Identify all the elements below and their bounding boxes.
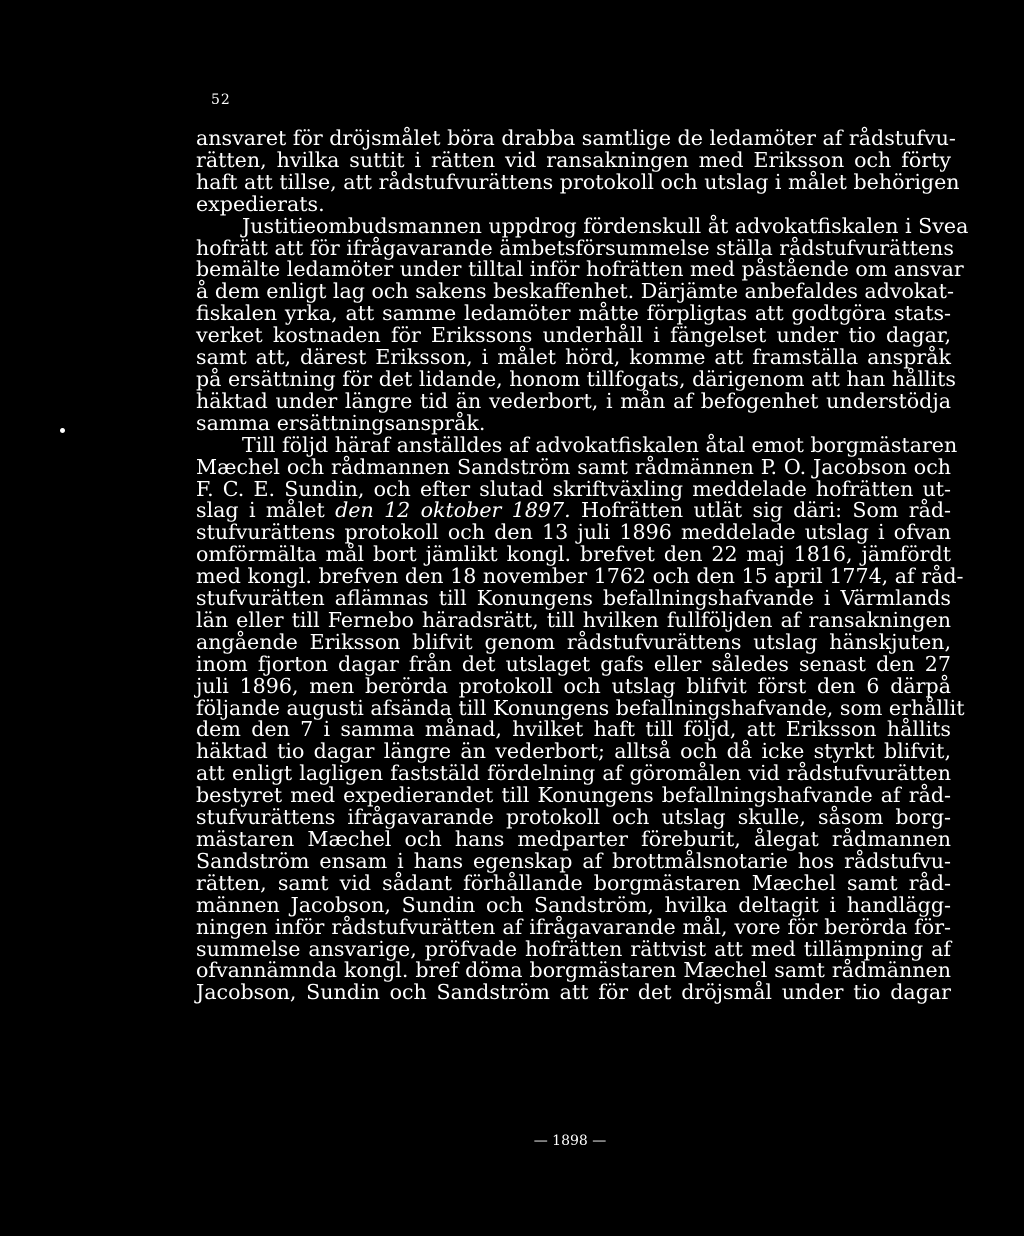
text-line: å dem enligt lag och sakens beskaffenhet. Därjämte anbefaldes advokat- [196,279,954,304]
text-line: ofvannämnda kongl. bref döma borgmästaren Mæchel samt rådmännen [196,958,951,983]
text-line: stufvurättens ifrågavarande protokoll och utslag skulle, såsom borg- [196,805,951,830]
text-line: på ersättning för det lidande, honom tillfogats, därigenom att han hållits [196,366,956,391]
text-line: mästaren Mæchel och hans medparter föreburit, ålegat rådmannen [196,827,951,851]
page-number: 52 [211,92,231,108]
text-line: att enligt lagligen faststäld fördelning af göromålen vid rådstufvurätten [196,761,951,786]
text-line: inom fjorton dagar från det utslaget gafs eller således senast den 27 [196,651,951,676]
text-line: männen Jacobson, Sundin och Sandström, hvilka deltagit i handlägg- [196,892,951,917]
text-segment: slag i målet [196,498,336,523]
text-line: bemälte ledamöter under tilltal inför hofrätten med påstående om ansvar [196,257,964,282]
text-segment: Hofrätten utlät sig däri: Som råd- [570,498,951,523]
text-line: fiskalen yrka, att samme ledamöter måtte förpligtas att godtgöra stats- [196,301,951,326]
text-line: ansvaret för dröjsmålet böra drabba samtlige de ledamöter af rådstufvu- [196,126,956,150]
text-line: samt att, därest Eriksson, i målet hörd, komme att framställa anspråk [196,345,951,370]
text-line: rätten, hvilka suttit i rätten vid ransakningen med Eriksson och förty [196,147,951,172]
text-line: F. C. E. Sundin, och efter slutad skriftväxling meddelade hofrätten ut- [196,476,951,501]
text-line: verket kostnaden för Erikssons underhåll i fängelset under tio dagar, [196,323,951,348]
text-line: haft att tillse, att rådstufvurättens protokoll och utslag i målet behörigen [196,169,960,194]
text-line: Justitieombudsmannen uppdrog fördenskull åt advokatfiskalen i Svea [242,213,969,238]
text-line: med kongl. brefven den 18 november 1762 och den 15 april 1774, af råd- [196,564,964,589]
text-line: Till följd häraf anställdes af advokatfiskalen åtal emot borgmästaren [242,432,958,457]
text-line: följande augusti afsända till Konungens befallningshafvande, som erhållit [196,695,965,720]
text-line-with-date [196,500,951,522]
text-line: juli 1896, men berörda protokoll och utslag blifvit först den 6 därpå [196,673,951,698]
text-line: angående Eriksson blifvit genom rådstufvurättens utslag hänskjuten, [196,629,951,654]
text-line: bestyret med expedierandet till Konungens befallningshafvande af råd- [196,783,951,808]
text-line: häktad under längre tid än vederbort, i mån af befogenhet understödja [196,388,951,413]
text-line: summelse ansvarige, pröfvade hofrätten rättvist att med tillämpning af [196,936,951,961]
text-line: samma ersättningsanspråk. [196,410,486,435]
text-line: dem den 7 i samma månad, hvilket haft till följd, att Eriksson hållits [196,717,951,742]
text-line: rätten, samt vid sådant förhållande borgmästaren Mæchel samt råd- [196,870,951,895]
text-line: stufvurätten aflämnas till Konungens befallningshafvande i Värmlands [196,586,951,611]
italic-date: den 12 oktober 1897. [335,498,571,523]
text-line: Jacobson, Sundin och Sandström att för det dröjsmål under tio dagar [196,980,951,1005]
text-line: expedierats. [196,191,325,216]
text-line: Sandström ensam i hans egenskap af brottmålsnotarie hos rådstufvu- [196,848,951,873]
body-text [196,126,969,1005]
text-line: omförmälta mål bort jämlikt kongl. brefvet den 22 maj 1816, jämfördt [196,542,951,567]
footer-year: — 1898 — [533,1133,607,1149]
text-line: Mæchel och rådmannen Sandström samt rådmännen P. O. Jacobson och [196,454,951,479]
text-line: ningen inför rådstufvurätten af ifrågavarande mål, vore för berörda för- [196,914,951,939]
margin-mark [60,428,65,433]
text-line: häktad tio dagar längre än vederbort; alltså och då icke styrkt blifvit, [196,739,951,764]
text-line: hofrätt att för ifrågavarande ämbetsförsummelse ställa rådstufvurättens [196,235,954,260]
text-line: stufvurättens protokoll och den 13 juli 1896 meddelade utslag i ofvan [196,520,951,545]
text-line: län eller till Fernebo häradsrätt, till hvilken fullföljden af ransakningen [196,607,951,632]
